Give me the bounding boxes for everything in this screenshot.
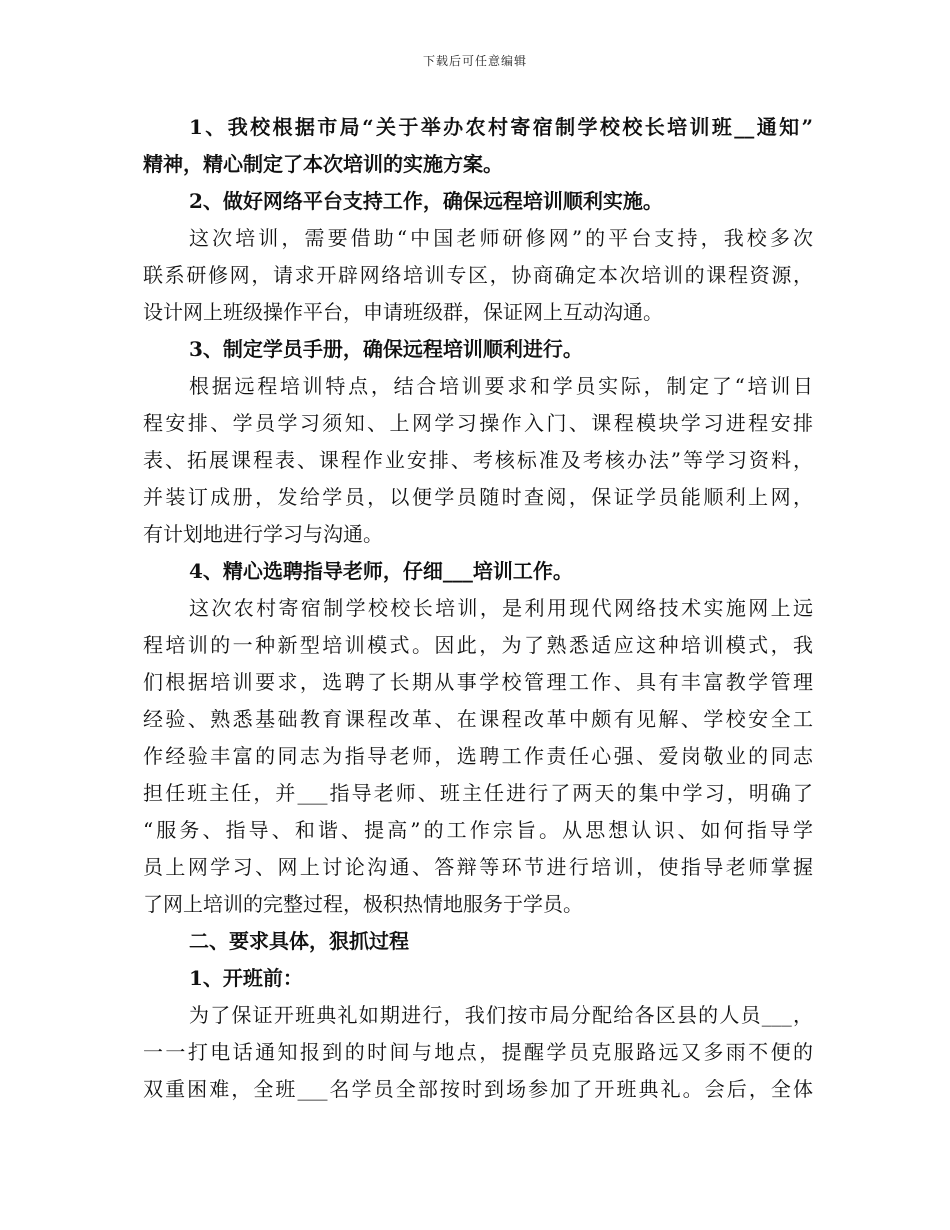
section-heading-line: 2、做好网络平台支持工作，确保远程培训顺利实施。 [189, 189, 663, 213]
paragraph-line: 作经验丰富的同志为指导老师，选聘工作责任心强、爱岗敬业的同志 [143, 744, 813, 768]
paragraph-line: 设计网上班级操作平台，申请班级群，保证网上互动沟通。 [143, 300, 663, 324]
paragraph-line: 这次农村寄宿制学校校长培训，是利用现代网络技术实施网上远 [189, 596, 813, 620]
paragraph-line: 们根据培训要求，选聘了长期从事学校管理工作、具有丰富教学管理 [143, 670, 813, 694]
paragraph-line: 双重困难，全班___名学员全部按时到场参加了开班典礼。会后，全体 [143, 1077, 813, 1101]
paragraph-line: “服务、指导、和谐、提高”的工作宗旨。从思想认识、如何指导学 [143, 818, 813, 842]
section-heading-line: 1、我校根据市局“关于举办农村寄宿制学校校长培训班__通知” [189, 115, 813, 139]
paragraph-line: 担任班主任，并___指导老师、班主任进行了两天的集中学习，明确了 [143, 781, 813, 805]
paragraph-line: 员上网学习、网上讨论沟通、答辩等环节进行培训，使指导老师掌握 [143, 855, 813, 879]
page-header: 下载后可任意编辑 [422, 54, 527, 68]
paragraph-line: 联系研修网，请求开辟网络培训专区，协商确定本次培训的课程资源， [143, 263, 813, 287]
paragraph-line: 有计划地进行学习与沟通。 [143, 522, 383, 546]
section-heading-line: 3、制定学员手册，确保远程培训顺利进行。 [189, 337, 583, 361]
paragraph-line: 一一打电话通知报到的时间与地点，提醒学员克服路远又多雨不便的 [143, 1040, 813, 1064]
paragraph-line: 经验、熟悉基础教育课程改革、在课程改革中颇有见解、学校安全工 [143, 707, 813, 731]
section-heading-line: 精神，精心制定了本次培训的实施方案。 [143, 152, 503, 176]
document-body [143, 109, 813, 1108]
section-heading-line: 4、精心选聘指导老师，仔细___培训工作。 [189, 559, 573, 583]
paragraph-line: 根据远程培训特点，结合培训要求和学员实际，制定了“培训日 [189, 374, 813, 398]
section-heading-line: 1、开班前： [189, 966, 303, 990]
paragraph-line: 程培训的一种新型培训模式。因此，为了熟悉适应这种培训模式，我 [143, 633, 813, 657]
paragraph-line: 这次培训，需要借助“中国老师研修网”的平台支持，我校多次 [189, 226, 813, 250]
paragraph-line: 并装订成册，发给学员，以便学员随时查阅，保证学员能顺利上网， [143, 485, 813, 509]
paragraph-line: 为了保证开班典礼如期进行，我们按市局分配给各区县的人员___， [189, 1003, 813, 1027]
paragraph-line: 了网上培训的完整过程，极积热情地服务于学员。 [143, 892, 583, 916]
paragraph-line: 表、拓展课程表、课程作业安排、考核标准及考核办法”等学习资料， [143, 448, 813, 472]
paragraph-line: 程安排、学员学习须知、上网学习操作入门、课程模块学习进程安排 [143, 411, 813, 435]
section-heading-line: 二、要求具体，狠抓过程 [189, 929, 409, 953]
